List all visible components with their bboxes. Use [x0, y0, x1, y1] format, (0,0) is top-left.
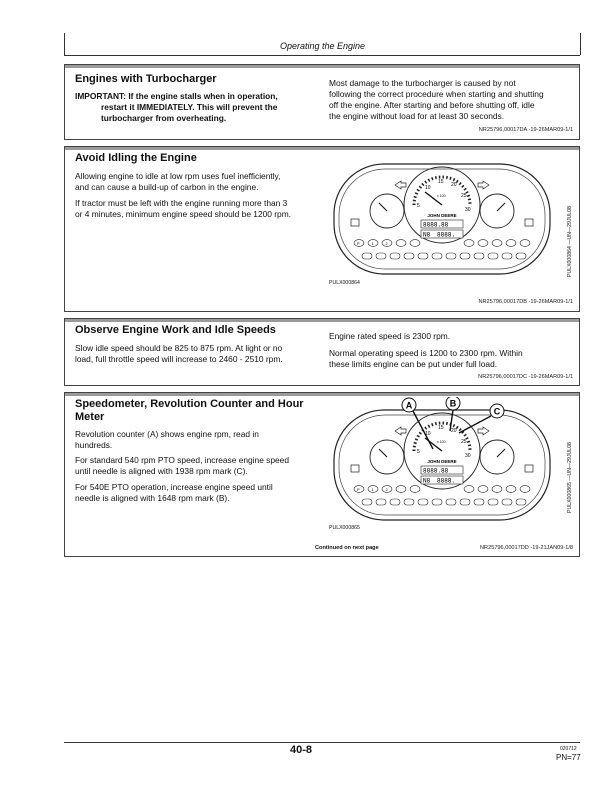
- idle-speed-paragraph: [75, 343, 283, 365]
- tach-number: 5: [417, 203, 420, 209]
- trailer-indicator-icon: [446, 253, 456, 259]
- hazard-indicator-icon: [502, 499, 512, 505]
- fuel-gauge-needle: [379, 449, 387, 457]
- dashboard-callout-illustration: [329, 397, 555, 525]
- pto-540e-paragraph: [75, 482, 273, 504]
- text-line: following the correct procedure when starting and shutting: [329, 89, 544, 99]
- running-head: Operating the Engine: [279, 41, 366, 51]
- section-title: [75, 398, 304, 424]
- beam-indicator-icon: [478, 486, 488, 493]
- figure-side-code: PULX000864 —UN—29JUL08: [567, 206, 573, 277]
- footer-rule: [64, 742, 580, 743]
- lamp-indicator-icon: [506, 486, 516, 493]
- filter-indicator-icon: [492, 240, 502, 247]
- idling-paragraph-1: [75, 171, 280, 193]
- hazard-indicator-icon: [502, 253, 512, 259]
- section-bar: [65, 319, 579, 322]
- coolant-temp-icon: [525, 465, 533, 472]
- diff-lock-indicator-icon: [474, 253, 484, 259]
- tach-unit: x 100: [437, 194, 446, 198]
- section-avoid-idling: [64, 146, 580, 312]
- text-line: Normal operating speed is 1200 to 2300 rpm. Within: [329, 348, 523, 358]
- callout-a-label: A: [405, 400, 413, 411]
- section-title: Observe Engine Work and Idle Speeds: [75, 324, 276, 336]
- range-2-indicator-label: 2: [385, 241, 388, 246]
- headlight-indicator-icon: [520, 486, 530, 493]
- engine-indicator-icon: [390, 499, 400, 505]
- brand-logo-text: JOHN DEERE: [427, 213, 457, 218]
- seat-indicator-icon: [460, 499, 470, 505]
- idling-paragraph-2: [75, 198, 291, 220]
- reference-code: NR25796,00017DC -19-26MAR09-1/1: [478, 374, 573, 380]
- callout-b-label: B: [449, 398, 457, 409]
- section-title: Engines with Turbocharger: [75, 73, 217, 85]
- temperature-gauge-needle: [497, 449, 505, 457]
- mfwd-indicator-icon: [488, 499, 498, 505]
- range-1-indicator-label: 1: [371, 487, 374, 492]
- lcd-bottom-digits: 8888.: [437, 231, 456, 239]
- warning-indicator-icon: [396, 240, 406, 247]
- tach-number: 15: [438, 425, 444, 431]
- title-line: Meter: [75, 411, 105, 423]
- fuel-pump-icon: [351, 465, 359, 472]
- operating-speed-paragraph: [329, 348, 523, 370]
- figure-label: PULX000865: [329, 525, 360, 531]
- left-turn-arrow-icon: [395, 181, 406, 189]
- callout-c-label: C: [493, 406, 501, 417]
- text-line: these limits engine can be put under full load.: [329, 359, 498, 369]
- brake-indicator-icon: [418, 253, 428, 259]
- oil-indicator-icon: [376, 499, 386, 505]
- header-rule: [64, 55, 580, 56]
- trailer-indicator-icon: [446, 499, 456, 505]
- callout-c-leader: [459, 416, 491, 433]
- tach-number: 25: [461, 193, 467, 199]
- rated-speed-paragraph: Engine rated speed is 2300 rpm.: [329, 331, 451, 341]
- text-line: Allowing engine to idle at low rpm uses fuel inefficiently,: [75, 171, 281, 181]
- hydraulic-indicator-icon: [432, 253, 442, 259]
- figure-label: PULX000864: [329, 280, 360, 286]
- glow-plug-indicator-icon: [404, 499, 414, 505]
- tach-number: 20: [451, 428, 457, 434]
- text-line: off the engine. After starting and before shutting off, idle: [329, 100, 535, 110]
- brand-logo-text: JOHN DEERE: [427, 459, 457, 464]
- lcd-gear: N8: [423, 231, 431, 239]
- worklight-indicator-icon: [516, 499, 526, 505]
- worklight-indicator-icon: [516, 253, 526, 259]
- text-line: or 4 minutes, minimum engine speed should be 1200 rpm.: [75, 209, 292, 219]
- text-line: load, full throttle speed will increase to 2460 - 2510 rpm.: [75, 354, 283, 364]
- turbo-paragraph: [329, 78, 544, 122]
- tach-number: 10: [425, 185, 431, 191]
- revolution-counter-paragraph: [75, 429, 259, 451]
- headlight-indicator-icon: [520, 240, 530, 247]
- range-1-indicator-label: 1: [371, 241, 374, 246]
- battery-indicator-icon: [362, 253, 372, 259]
- tach-number: 15: [438, 179, 444, 185]
- text-line: For 540E PTO operation, increase engine speed until: [75, 482, 273, 492]
- pto-540-paragraph: [75, 455, 289, 477]
- beam-indicator-icon: [478, 240, 488, 247]
- title-line: Speedometer, Revolution Counter and Hour: [75, 398, 304, 410]
- lcd-top-digits: 8888.88: [423, 221, 449, 229]
- text-line: If tractor must be left with the engine running more than 3: [75, 198, 288, 208]
- pto-indicator-icon: [410, 240, 420, 247]
- engine-indicator-icon: [390, 253, 400, 259]
- diff-lock-indicator-icon: [474, 499, 484, 505]
- lcd-gear: N8: [423, 477, 431, 485]
- figure-side-code: PULX000865 —UN—29JUL08: [567, 442, 573, 513]
- text-line: Revolution counter (A) shows engine rpm, read in: [75, 429, 259, 439]
- section-bar: [65, 65, 579, 68]
- text-line: and can cause a build-up of carbon in the engine.: [75, 182, 259, 192]
- temperature-gauge-needle: [497, 203, 505, 211]
- reference-code: NR25796,00017DA -19-26MAR09-1/1: [478, 127, 573, 133]
- footer-code: 020712: [560, 746, 577, 752]
- range-2-indicator-label: 2: [385, 487, 388, 492]
- important-line: IMPORTANT: If the engine stalls when in operation,: [75, 91, 278, 101]
- dashboard-illustration: [329, 159, 555, 279]
- section-engine-speeds: [64, 318, 580, 386]
- reference-code: NR25796,00017DD -19-21JAN09-1/8: [480, 545, 573, 551]
- lcd-bottom-digits: 8888.: [437, 477, 456, 485]
- important-line: turbocharger from overheating.: [101, 113, 227, 123]
- continued-note: Continued on next page: [315, 545, 379, 551]
- hydraulic-indicator-icon: [432, 499, 442, 505]
- text-line: the engine without load for at least 30 seconds.: [329, 111, 505, 121]
- important-note: [75, 91, 278, 124]
- seat-indicator-icon: [460, 253, 470, 259]
- park-indicator-label: P: [357, 241, 360, 246]
- tach-unit: x 100: [437, 440, 446, 444]
- park-indicator-label: P: [357, 487, 360, 492]
- tach-number: 5: [417, 449, 420, 455]
- important-line: restart it IMMEDIATELY. This will prevent the: [101, 102, 278, 112]
- coolant-temp-icon: [525, 219, 533, 226]
- section-bar: [65, 393, 579, 396]
- mfwd-indicator-icon: [488, 253, 498, 259]
- section-speedometer: [64, 392, 580, 557]
- right-turn-arrow-icon: [478, 181, 489, 189]
- indicator-row-lower: [362, 253, 526, 259]
- page-number: 40-8: [290, 744, 313, 756]
- lcd-top-digits: 8888.88: [423, 467, 449, 475]
- left-turn-arrow-icon: [395, 427, 406, 435]
- text-line: until needle is aligned with 1938 rpm mark (C).: [75, 466, 248, 476]
- tach-number: 25: [461, 439, 467, 445]
- fuel-pump-icon: [351, 219, 359, 226]
- reference-code: NR25796,00017DB -19-26MAR09-1/1: [478, 299, 573, 305]
- lamp-indicator-icon: [506, 240, 516, 247]
- battery-indicator-icon: [362, 499, 372, 505]
- section-turbocharger: [64, 64, 580, 140]
- text-line: Slow idle speed should be 825 to 875 rpm. At light or no: [75, 343, 283, 353]
- tach-number: 30: [465, 453, 471, 459]
- light-indicator-icon: [464, 240, 474, 247]
- tach-number: 30: [465, 207, 471, 213]
- text-line: hundreds.: [75, 440, 113, 450]
- text-line: For standard 540 rpm PTO speed, increase engine speed: [75, 455, 289, 465]
- filter-indicator-icon: [492, 486, 502, 493]
- text-line: needle is aligned with 1648 rpm mark (B).: [75, 493, 230, 503]
- light-indicator-icon: [464, 486, 474, 493]
- brake-indicator-icon: [418, 499, 428, 505]
- tach-number: 10: [425, 431, 431, 437]
- text-line: Most damage to the turbocharger is caused by not: [329, 78, 516, 88]
- indicator-row-lower: [362, 499, 526, 505]
- warning-indicator-icon: [396, 486, 406, 493]
- pto-indicator-icon: [410, 486, 420, 493]
- fuel-gauge-needle: [379, 203, 387, 211]
- page-sequence-number: PN=77: [556, 753, 581, 762]
- right-turn-arrow-icon: [478, 427, 489, 435]
- tach-number: 20: [451, 182, 457, 188]
- section-bar: [65, 147, 579, 150]
- oil-indicator-icon: [376, 253, 386, 259]
- section-title: Avoid Idling the Engine: [75, 152, 197, 164]
- glow-plug-indicator-icon: [404, 253, 414, 259]
